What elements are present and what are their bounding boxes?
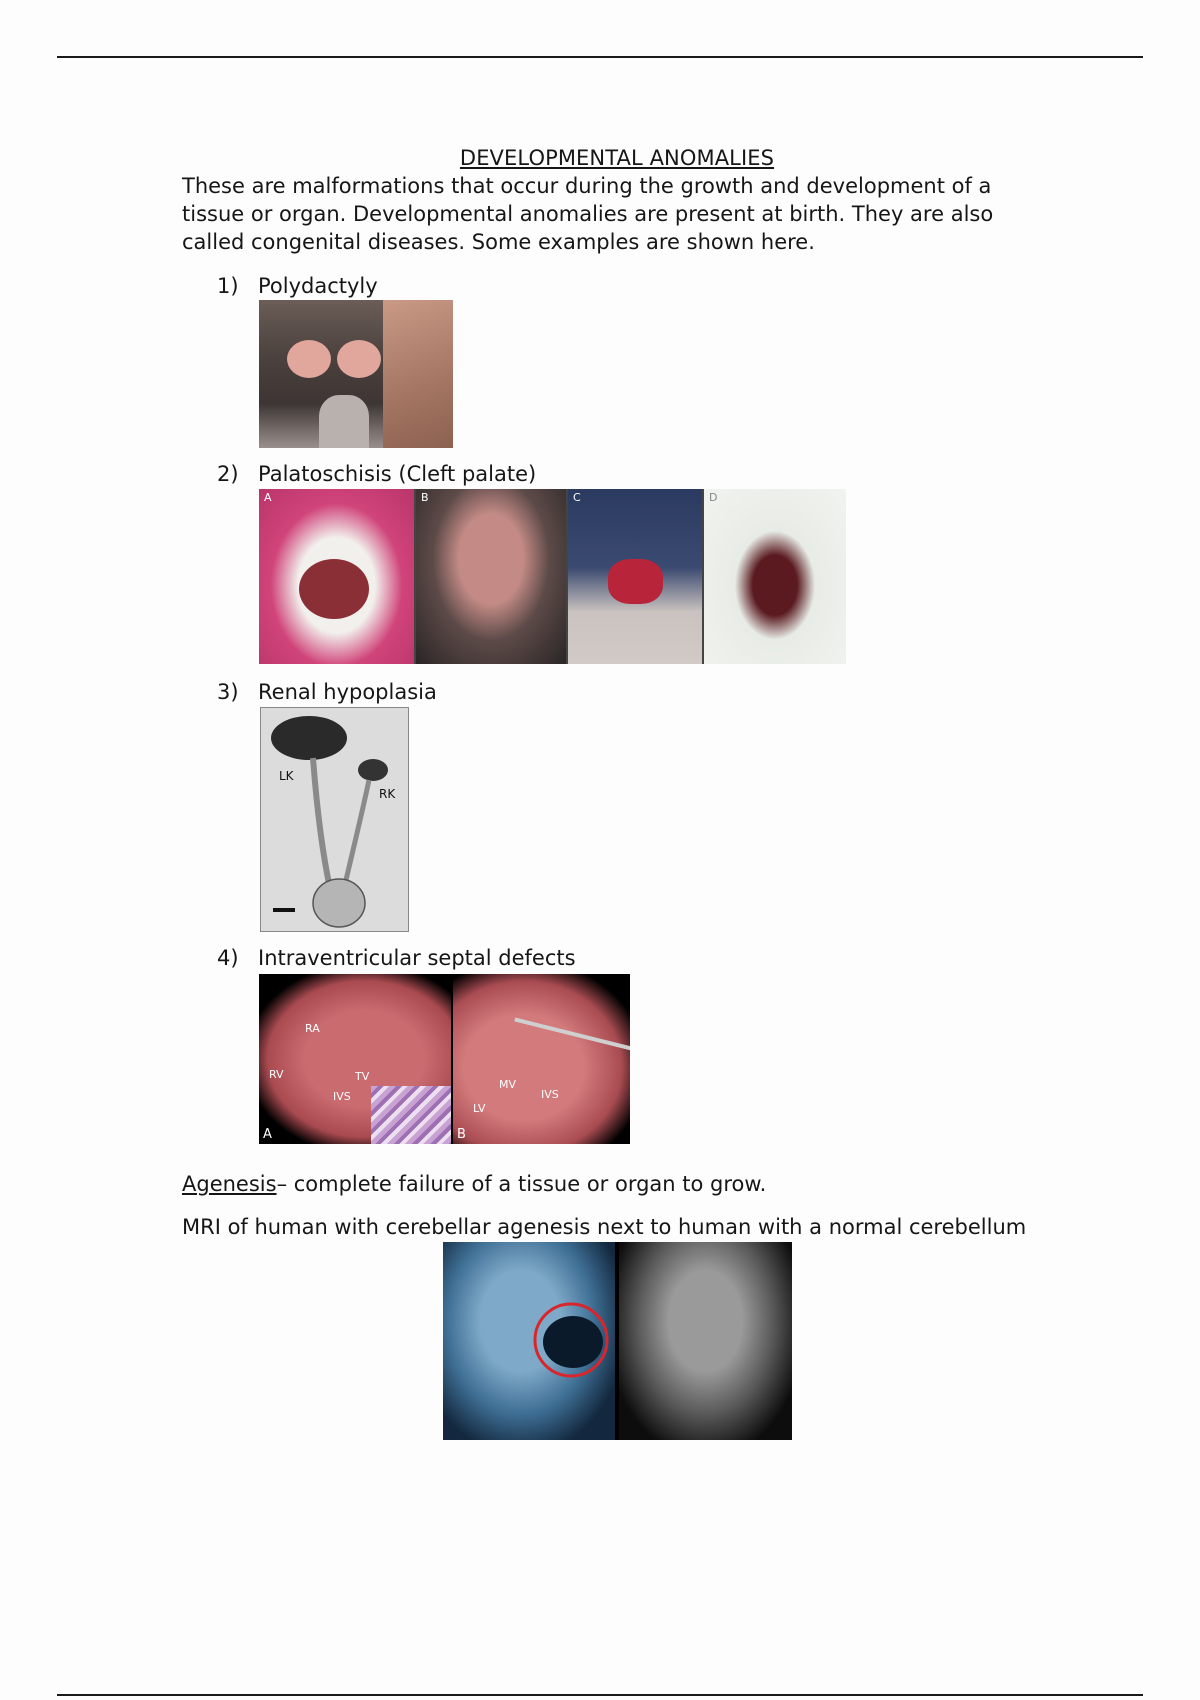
cleft-panel-d [704, 489, 846, 664]
list-number: 1) [217, 274, 239, 298]
header-rule [57, 56, 1143, 58]
cleft-panel-c [568, 489, 702, 664]
panel-label: D [709, 491, 718, 504]
list-item-label: Polydactyly [258, 274, 378, 298]
mri-agenesis [443, 1242, 615, 1440]
list-number: 3) [217, 680, 239, 704]
mri-overlay [443, 1242, 615, 1440]
list-item-septal-defects [217, 946, 576, 970]
paw-left [287, 340, 331, 378]
cleft-palate-photos [259, 489, 846, 664]
anatomy-label: RA [305, 1022, 320, 1035]
chest-fur [319, 395, 369, 448]
list-number: 2) [217, 462, 239, 486]
list-item-label: Renal hypoplasia [258, 680, 437, 704]
list-item-label: Intraventricular septal defects [258, 946, 576, 970]
right-kidney-label: RK [379, 787, 396, 801]
anatomy-label: IVS [333, 1090, 351, 1103]
cleft-palate-tissue [608, 559, 663, 604]
mri-normal [619, 1242, 792, 1440]
anatomy-label: TV [355, 1070, 370, 1083]
list-item-polydactyly [217, 274, 378, 298]
mri-comparison [443, 1242, 792, 1440]
agenesis-term: Agenesis [182, 1172, 277, 1196]
panel-label: C [573, 491, 581, 504]
list-item-label: Palatoschisis (Cleft palate) [258, 462, 537, 486]
anatomy-label: IVS [541, 1088, 559, 1101]
paw-right [337, 340, 381, 378]
probe [514, 1018, 630, 1051]
renal-hypoplasia-photo [260, 707, 409, 932]
histology-inset [371, 1086, 451, 1144]
polydactyly-photo [259, 300, 453, 448]
mri-caption: MRI of human with cerebellar agenesis next to human with a normal cerebellum [182, 1215, 1027, 1239]
intro-paragraph: These are malformations that occur during the growth and development of a tissue or organ. Developmental anomalies are present at birth. They are also called congenital diseases. Some examples are shown here. [182, 174, 994, 254]
cleft-panel-b [416, 489, 566, 664]
agenesis-text: – complete failure of a tissue or organ to grow. [276, 1172, 767, 1196]
septal-panel-a [259, 974, 451, 1144]
panel-label: B [421, 491, 429, 504]
cleft-mouth [299, 559, 369, 619]
list-item-renal-hypoplasia [217, 680, 437, 704]
panel-label: A [264, 491, 272, 504]
panel-label: B [457, 1127, 466, 1142]
agenesis-definition [182, 1172, 766, 1196]
renal-diagram [261, 708, 408, 931]
anatomy-label: MV [499, 1078, 517, 1091]
septal-panel-b [453, 974, 630, 1144]
anatomy-label: RV [269, 1068, 284, 1081]
anatomy-label: LV [473, 1102, 486, 1115]
panel-label: A [263, 1127, 272, 1142]
left-kidney-label: LK [279, 769, 294, 783]
page-title: DEVELOPMENTAL ANOMALIES [459, 146, 775, 170]
hand-region [383, 300, 453, 448]
footer-rule [57, 1694, 1143, 1696]
list-item-cleft-palate [217, 462, 536, 486]
cleft-panel-a [259, 489, 414, 664]
septal-defect-photos [259, 974, 630, 1144]
list-number: 4) [217, 946, 239, 970]
